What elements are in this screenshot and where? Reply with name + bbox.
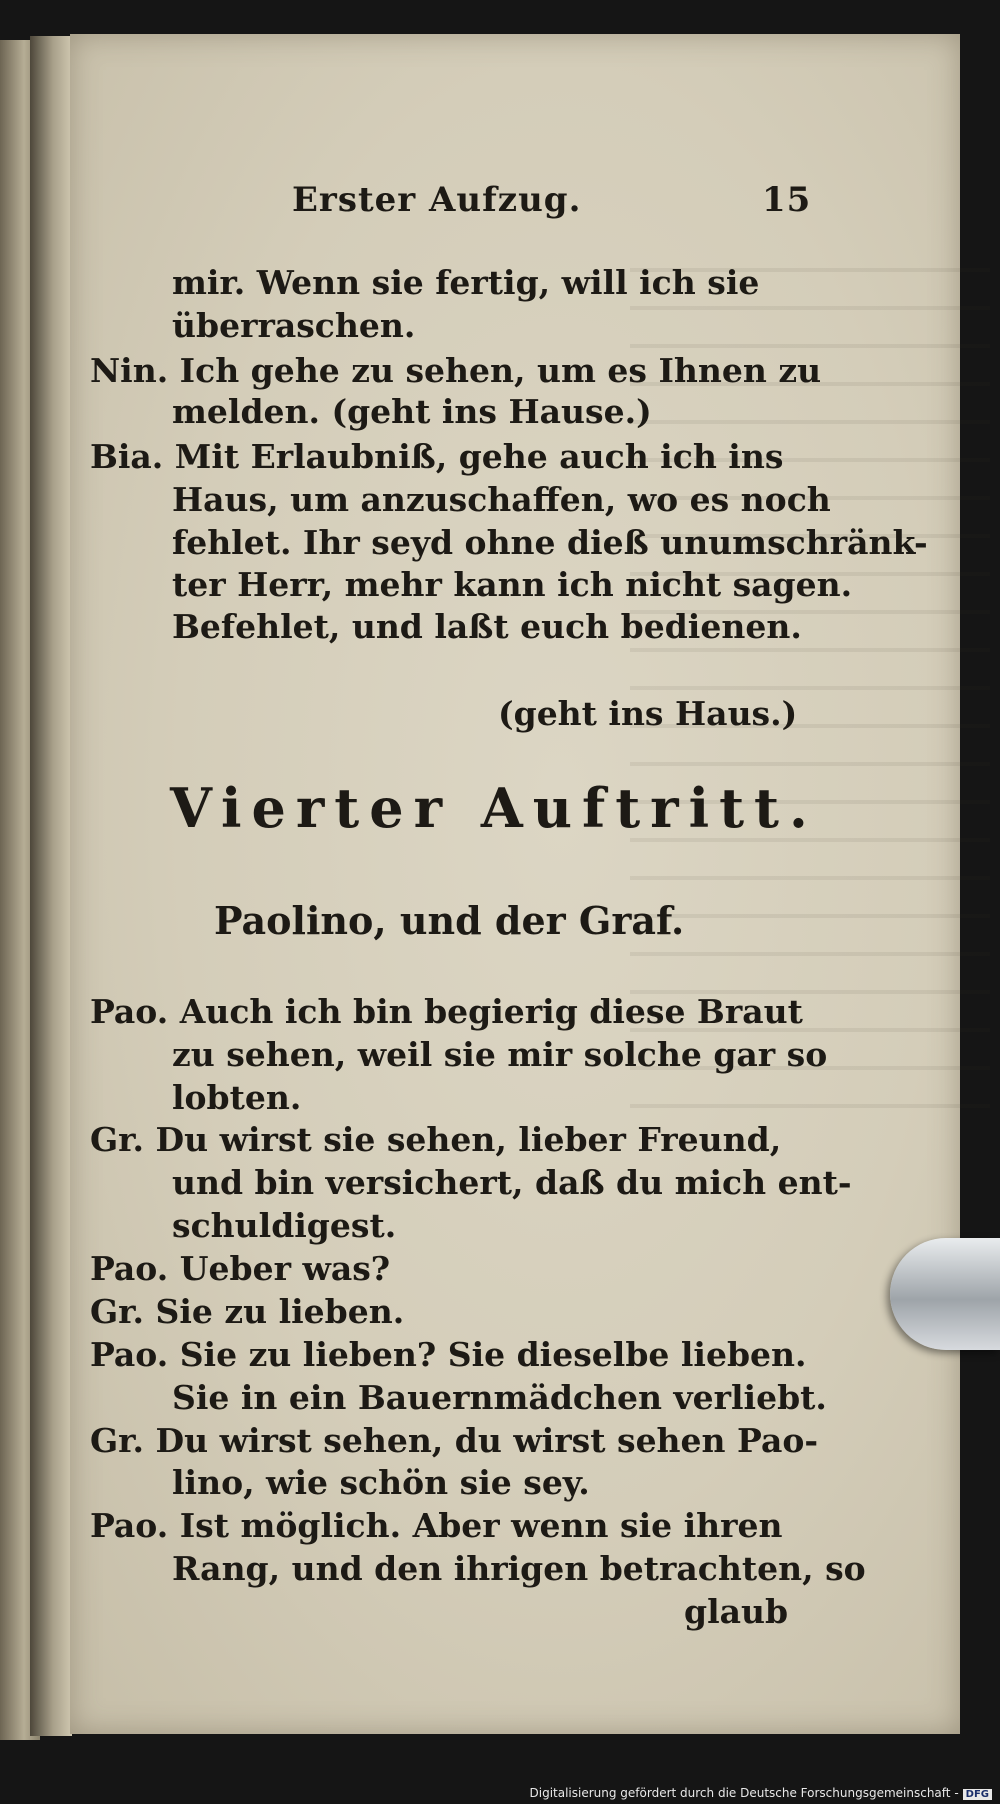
page-clip — [890, 1238, 1000, 1350]
text-line: melden. (geht ins Hause.) — [172, 392, 652, 431]
dialogue-line: Pao. Ueber was? — [90, 1249, 391, 1288]
dialogue-line: Pao. Auch ich bin begierig diese Braut — [90, 992, 803, 1031]
dialogue-line: Pao. Sie zu lieben? Sie dieselbe lieben. — [90, 1335, 807, 1374]
page-number: 15 — [762, 180, 812, 220]
dialogue-line: Gr. Du wirst sehen, du wirst sehen Pao- — [90, 1421, 819, 1460]
dialogue-line: lino, wie schön sie sey. — [172, 1463, 590, 1502]
dialogue-line: schuldigest. — [172, 1206, 397, 1245]
stage-direction: (geht ins Haus.) — [498, 694, 798, 733]
dialogue-line: lobten. — [172, 1078, 302, 1117]
dialogue-line: Gr. Du wirst sie sehen, lieber Freund, — [90, 1120, 782, 1159]
dialogue-line: Gr. Sie zu lieben. — [90, 1292, 405, 1331]
scene-characters: Paolino, und der Graf. — [214, 898, 685, 943]
dialogue-line: zu sehen, weil sie mir solche gar so — [172, 1035, 828, 1074]
dialogue-line: Sie in ein Bauernmädchen verliebt. — [172, 1378, 827, 1417]
text-line: überraschen. — [172, 306, 416, 345]
text-line: ter Herr, mehr kann ich nicht sagen. — [172, 565, 853, 604]
scene-heading: Vierter Auftritt. — [170, 776, 818, 840]
dialogue-line: und bin versichert, daß du mich ent- — [172, 1163, 852, 1202]
text-line: mir. Wenn sie fertig, will ich sie — [172, 263, 760, 302]
text-line: Bia. Mit Erlaubniß, gehe auch ich ins — [90, 437, 784, 476]
text-line: fehlet. Ihr seyd ohne dieß unumschränk- — [172, 523, 928, 562]
dialogue-line: Rang, und den ihrigen betrachten, so — [172, 1549, 866, 1588]
text-line: Befehlet, und laßt euch bedienen. — [172, 607, 802, 646]
text-line: Haus, um anzuschaffen, wo es noch — [172, 480, 831, 519]
book-gutter — [30, 36, 72, 1736]
dfg-logo: DFG — [963, 1789, 992, 1800]
dialogue-line: Pao. Ist möglich. Aber wenn sie ihren — [90, 1506, 783, 1545]
text-line: Nin. Ich gehe zu sehen, um es Ihnen zu — [90, 351, 822, 390]
running-title: Erster Aufzug. — [292, 180, 582, 220]
credit-text: Digitalisierung gefördert durch die Deutsche Forschungsgemeinschaft - — [529, 1786, 959, 1800]
catchword: glaub — [684, 1592, 789, 1631]
digitization-credit — [530, 1786, 993, 1800]
